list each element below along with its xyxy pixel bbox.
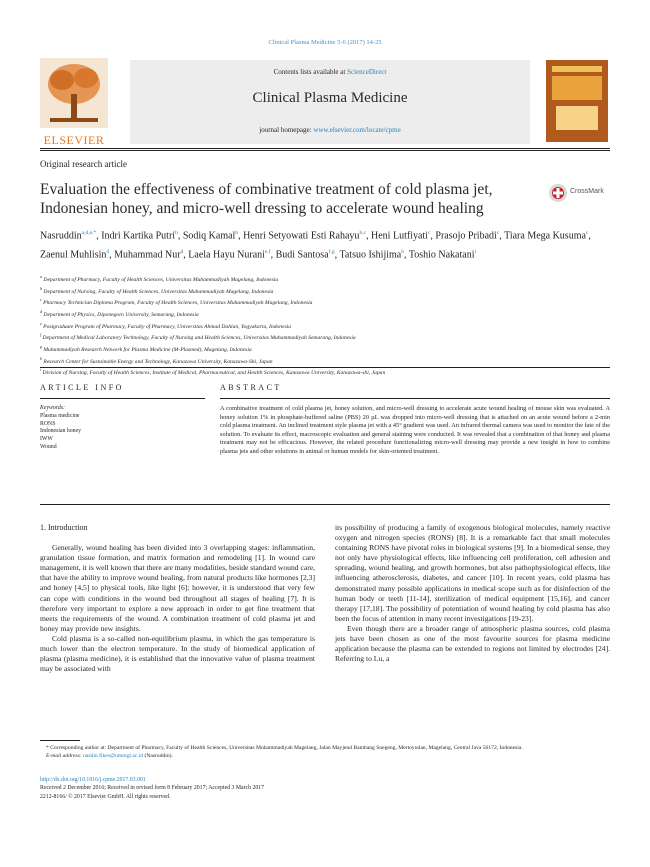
author-affiliation-mark[interactable]: b,c <box>359 230 367 236</box>
paragraph: Even though there are a broader range of atmospheric plasma sources, cold plasma jets have been chosen as one of the most favourite sources for plasma medicine application because the plasma can be extended to regions not limited by electrodes [24]. Referring to Lu, a <box>335 623 610 664</box>
keywords-list <box>40 413 81 452</box>
author-affiliation-mark[interactable]: c <box>585 230 589 236</box>
article-info-heading: ARTICLE INFO <box>40 383 124 392</box>
header-rule-2 <box>40 150 610 151</box>
contents-line <box>130 68 530 76</box>
email-link[interactable]: nasdin.fikes@ummgl.ac.id <box>83 753 144 759</box>
abstract-heading-block <box>220 383 282 392</box>
section-rule <box>40 367 610 368</box>
paragraph: Generally, wound healing has been divided into 3 overlapping stages: inflammation, granulation tissue formation, and matrix formation and remodeling [1]. In wound care management, it is well known that there are many modalities, beside standard wound care, that have the ability to improve wound healing, from natural products like hormones [2,3] and honey [4,5] to physical tools, like light [6]; however, it is understood that very few can cope with conditions in the wound bed throughout all stages of healing [7]. It is therefore very important to explore a new approach in order to get fine treatment that meets the requirements of the wound. A combination treatment of cold plasma jet and honey may provide new insights. <box>40 543 315 633</box>
received-dates: Received 2 December 2016; Received in revised form 8 February 2017; Accepted 3 March 2017 <box>40 785 265 792</box>
footnote-rule <box>40 740 80 741</box>
crossmark-icon <box>548 183 568 203</box>
email-suffix: (Nasruddin). <box>143 753 173 759</box>
affiliation-mark: f <box>40 332 42 338</box>
affiliation <box>40 273 600 285</box>
abstract-rule <box>220 398 610 399</box>
affiliation-mark: b <box>40 285 42 291</box>
author-name[interactable]: Sodiq Kamal <box>182 230 236 242</box>
crossmark-badge[interactable] <box>548 182 612 204</box>
author-name[interactable]: Nasruddin <box>40 230 82 242</box>
author-name[interactable]: Tiara Mega Kusuma <box>504 230 586 242</box>
email-label: E-mail address: <box>46 753 84 759</box>
author-name[interactable]: Laela Hayu Nurani <box>188 249 265 261</box>
author-affiliation-mark[interactable]: c <box>427 230 431 236</box>
author-affiliation-mark[interactable]: b <box>235 230 239 236</box>
author-name[interactable]: Henri Setyowati Esti Rahayu <box>243 230 360 242</box>
affiliation-mark: d <box>40 308 42 314</box>
affiliation <box>40 308 600 320</box>
affiliation-list <box>40 273 600 378</box>
affiliation-text: Department of Nursing, Faculty of Health Sciences, Universitas Muhammadiyah Magelang, Indonesia <box>42 288 274 295</box>
author-affiliation-mark[interactable]: b <box>175 230 178 236</box>
journal-homepage <box>130 126 530 134</box>
elsevier-tree-icon <box>40 58 108 128</box>
affiliation <box>40 331 600 343</box>
affiliation-text: Division of Nursing, Faculty of Health Sciences, Institute of Medical, Pharmaceutical, and Health Sciences, Kanazawa University, Kanazawa-shi, Japan <box>41 370 386 377</box>
section-heading: 1. Introduction <box>40 523 88 532</box>
affiliation-mark: g <box>40 343 42 349</box>
author-affiliation-mark[interactable]: h <box>401 249 404 256</box>
affiliation-text: Pharmacy Technician Diploma Program, Faculty of Health Sciences, Universitas Muhammadiyah Magelang, Indonesia <box>41 300 313 307</box>
affiliation-text: Postgraduate Program of Pharmacy, Faculty of Pharmacy, Universitas Ahmad Dahlan, Yogyakarta, Indonesia <box>41 323 292 330</box>
paragraph: Cold plasma is a so-called non-equilibrium plasma, in which the gas temperature is much lower than the electron temperature. In the study of biomedical application of plasma (plasma medicine), it is established that the innovative value of plasma treatment may be associated with <box>40 633 315 674</box>
journal-cover-image <box>546 60 608 142</box>
publisher-name: ELSEVIER <box>43 133 105 147</box>
affiliation <box>40 320 600 332</box>
doi-link[interactable]: http://dx.doi.org/10.1016/j.cpme.2017.03.001 <box>40 777 146 783</box>
affiliation <box>40 355 600 367</box>
author-affiliation-mark[interactable]: d <box>180 249 184 256</box>
article-type: Original research article <box>40 159 127 169</box>
abstract-bottom-rule <box>40 504 610 505</box>
abstract-text: A combinative treatment of cold plasma jet, honey solution, and micro-well dressing to accelerate acute wound healing of mouse skin was evaluated. A honey solution 1% in phosphate-buffered saline (PBS) 20 µL was dropped into micro-well dressing that is attached on an acute wound before a 2-min cold plasma treatment. An inclined treatment style plasma jet with a 45° gradient was used. An infrared thermal camera was used to monitor the fate of the solution. To evaluate its effect, macroscopic evaluation and general staining were conducted. It was revealed that a combination of that honey and plasma treatment may not be efficacious. However, the related procedure functionalizing micro-well dressing may provide a new insight in how to combine plasma jets and other solutions in animal or human models for skin-oriented treatment. <box>220 405 610 455</box>
affiliation-text: Muhammadiyah Research Network for Plasma Medicine (M-Plasmed), Magelang, Indonesia <box>42 346 252 353</box>
crossmark-label: CrossMark <box>570 188 604 195</box>
author-name[interactable]: Muhammad Nur <box>114 249 181 261</box>
journal-title[interactable]: Clinical Plasma Medicine <box>252 90 408 106</box>
author-name[interactable]: Zaenul Muhlisin <box>40 249 107 261</box>
author-name[interactable]: Toshio Nakatani <box>408 249 475 261</box>
keyword: Wound <box>40 443 57 450</box>
article-info-heading-block <box>40 383 124 392</box>
affiliation-text: Department of Medical Laboratory Technology, Faculty of Nursing and Health Sciences, Universitas Muhammadiyah Semarang, Indonesia <box>41 335 356 342</box>
author-affiliation-mark[interactable]: d <box>106 249 110 256</box>
affiliation-mark: c <box>40 297 42 303</box>
keyword: Plasma medicine <box>40 412 80 419</box>
keyword: IWW <box>40 436 53 443</box>
running-head: Clinical Plasma Medicine 5-6 (2017) 14-25 <box>268 39 382 46</box>
author-affiliation-mark[interactable]: a,d,e,* <box>81 230 97 236</box>
copyright: 2212-8166/ © 2017 Elsevier GmbH. All rights reserved. <box>40 793 171 800</box>
header-rule <box>40 148 610 149</box>
affiliation-text: Department of Physics, Diponegoro University, Semarang, Indonesia <box>42 311 199 318</box>
homepage-link[interactable]: www.elsevier.com/locate/cpme <box>313 126 401 134</box>
author-affiliation-mark[interactable]: f,g <box>328 249 335 256</box>
affiliation <box>40 343 600 355</box>
article-info-rule <box>40 398 205 399</box>
keywords-heading: Keywords: <box>40 405 65 411</box>
left-column <box>40 523 315 674</box>
author-name[interactable]: Indri Kartika Putri <box>101 230 176 242</box>
affiliation <box>40 285 600 297</box>
corresponding-author-note: * Corresponding author at: Department of Pharmacy, Faculty of Health Sciences, Universitas Muhammadiyah Magelang, Jalan Mayjend Bambang Soegeng, Mertoyudan, Magelang, Central Java 56172, Indonesia. <box>46 745 523 751</box>
affiliation-mark: a <box>40 274 42 279</box>
sciencedirect-link[interactable]: ScienceDirect <box>347 68 387 76</box>
author-affiliation-mark[interactable]: i <box>474 249 477 256</box>
author-list: Nasruddin$^{a,d,e,*}$, Indri Kartika Putri$^b$, Sodiq Kamal$^b$, Henri Setyowati Esti Rahayu$^{b,c}$, Heni Lutfiyati$^c$, Prasojo Pribadi$^c$, Tiara Mega Kusuma$^c$, Zaenul Muhlisin$^d$, Muhammad Nur$^d$, Laela Hayu Nurani$^{e,f}$, Budi Santosa$^{f,g}$, Tatsuo Ishijima$^h$, Toshio Nakatani$^i$ <box>40 230 591 261</box>
article-title: Evaluation the effectiveness of combinative treatment of cold plasma jet, Indonesian honey, and micro-well dressing to accelerate wound healing <box>40 181 493 217</box>
author-affiliation-mark[interactable]: c <box>496 230 500 236</box>
email-line <box>40 752 610 760</box>
affiliation-text: Department of Pharmacy, Faculty of Health Sciences, Universitas Muhammadiyah Magelang, Indonesia <box>42 276 279 283</box>
keyword: RONS <box>40 420 56 427</box>
author-name[interactable]: Budi Santosa <box>275 249 329 261</box>
affiliation-mark: e <box>40 320 42 326</box>
keyword: Indonesian honey <box>40 428 82 435</box>
right-column <box>335 523 610 664</box>
keywords-block <box>40 405 81 452</box>
affiliation-mark: i <box>40 367 42 373</box>
footnote <box>40 744 610 760</box>
affiliation-mark: h <box>40 355 42 361</box>
affiliation <box>40 296 600 308</box>
author-affiliation-mark[interactable]: e,f <box>264 249 271 256</box>
paragraph: its possibility of producing a family of exogenous biological molecules, namely reactive oxygen and nitrogen species (RONS) [8]. It is a remarkable fact that small molecules containing RONS have pivotal roles in biological systems [9]. In a biomedical sense, they not only have physiological effects, like influencing cell proliferation, cell adhesion and spreading, wound healing, and growth hormones, but also pathophysiological effects, like influencing atherosclerosis, diabetes, and cancer [10]. In recent years, cold plasma has demonstrated many possible applications in medical scope such as for disinfection of the human body or teeth [11-14], sterilization of medical equipment [15,16], and cancer therapy [17,18]. The possibility of potentiation of wound healing by cold plasma has also been the focus of attention in many recent investigations [19-23]. <box>335 523 610 623</box>
journal-header <box>130 60 530 144</box>
homepage-prefix: journal homepage: <box>259 126 314 134</box>
author-name[interactable]: Heni Lutfiyati <box>371 230 428 242</box>
affiliation-text: Research Center for Sustainable Energy and Technology, Kanazawa University, Kanazawa-Shi, Japan <box>42 358 273 365</box>
contents-prefix: Contents lists available at <box>273 68 348 76</box>
abstract-heading: ABSTRACT <box>220 383 282 392</box>
publication-info <box>40 776 264 801</box>
author-name[interactable]: Prasojo Pribadi <box>435 230 497 242</box>
author-name[interactable]: Tatsuo Ishijima <box>339 249 402 261</box>
elsevier-logo <box>40 58 108 147</box>
